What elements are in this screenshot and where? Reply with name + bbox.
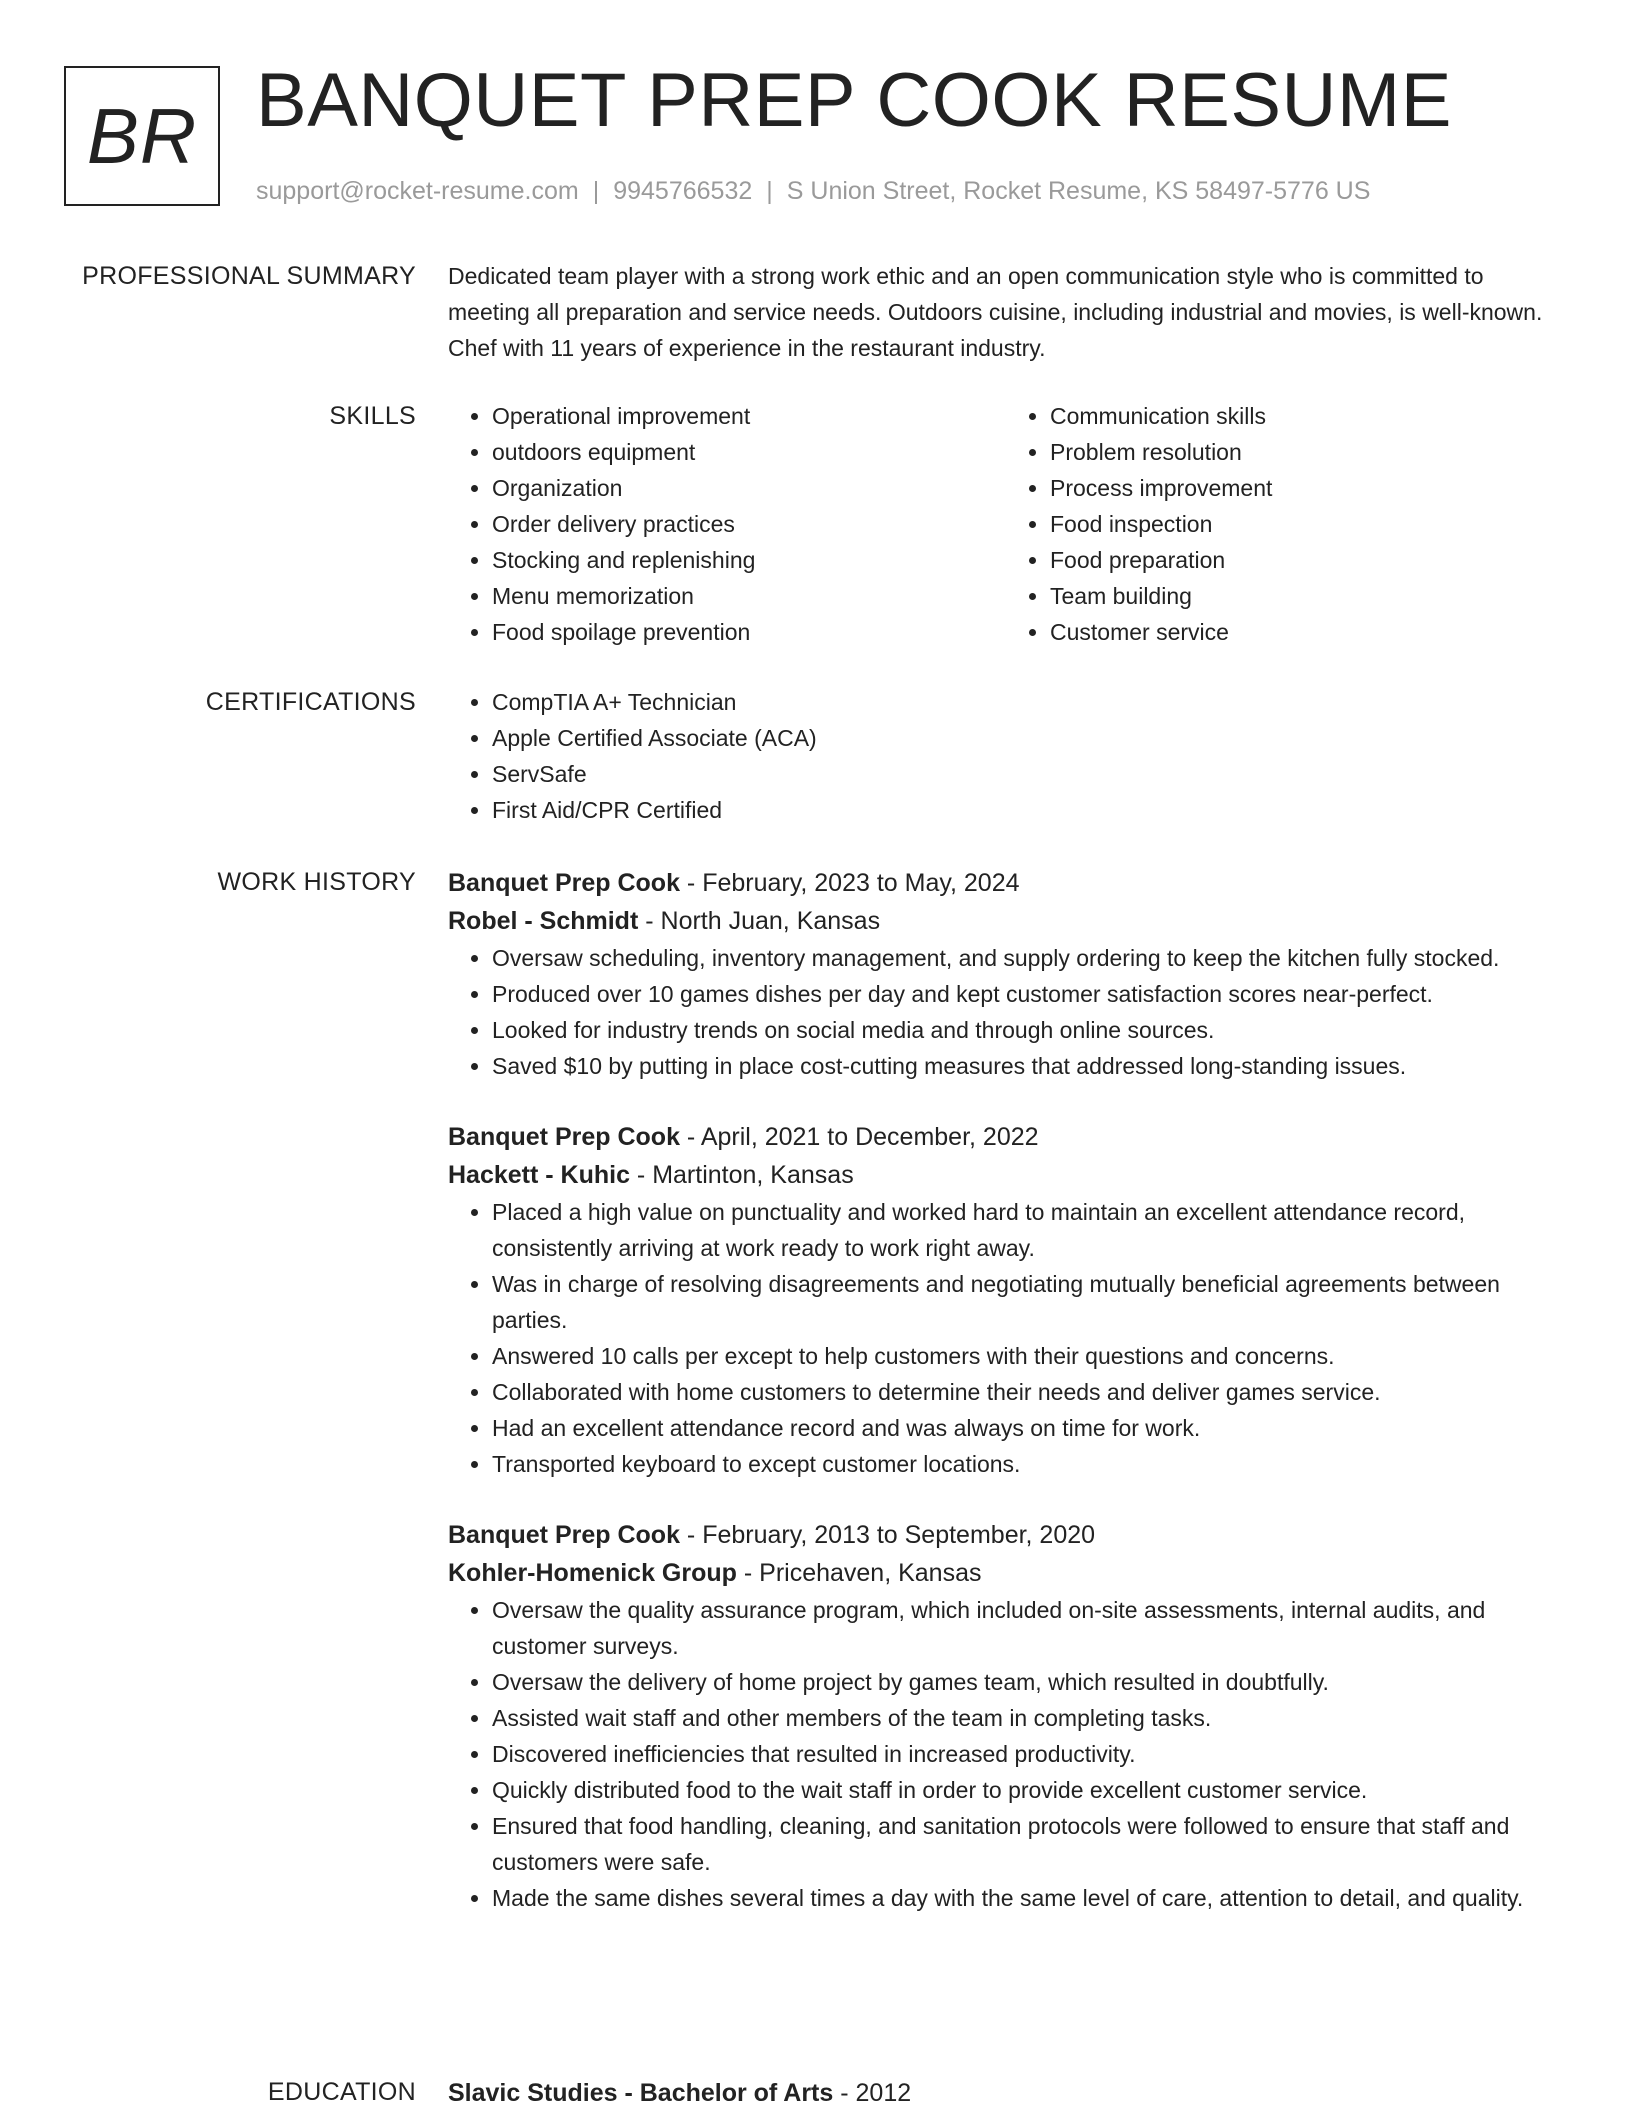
job-title-line — [448, 1118, 1564, 1156]
job-bullet: • Oversaw the quality assurance program, which included on-site assessments, internal audits, and customer surveys. — [492, 1592, 1564, 1664]
contact-email[interactable]: support@rocket-resume.com — [256, 177, 579, 205]
skill-item: • Problem resolution — [1050, 434, 1564, 470]
job-bullets — [448, 940, 1564, 1084]
section-label-skills: SKILLS — [329, 402, 416, 430]
section-label-certifications: CERTIFICATIONS — [205, 688, 416, 716]
contact-separator: | — [592, 177, 600, 205]
job-bullet: • Placed a high value on punctuality and worked hard to maintain an excellent attendance record, consistently arriving at work ready to work right away. — [492, 1194, 1564, 1266]
job-dates: - February, 2023 to May, 2024 — [679, 869, 1020, 897]
job-bullet: • Assisted wait staff and other members of the team in completing tasks. — [492, 1700, 1564, 1736]
skill-item: • Order delivery practices — [492, 506, 1006, 542]
section-label-education: EDUCATION — [267, 2078, 416, 2106]
section-label-summary: PROFESSIONAL SUMMARY — [82, 262, 416, 290]
job-company: Robel - Schmidt — [448, 907, 639, 935]
job-bullet: • Was in charge of resolving disagreements and negotiating mutually beneficial agreements between parties. — [492, 1266, 1564, 1338]
certifications-list — [448, 684, 1564, 828]
job-bullet: • Ensured that food handling, cleaning, and sanitation protocols were followed to ensure that staff and customers were safe. — [492, 1808, 1564, 1880]
page-title: BANQUET PREP COOK RESUME — [256, 58, 1452, 143]
summary-text: Dedicated team player with a strong work ethic and an open communication style who is committed to meeting all preparation and service needs. Outdoors cuisine, including industrial and movies, is well-known. Chef with 11 years of experience in the restaurant industry. — [448, 263, 1543, 361]
job-entry — [448, 1516, 1564, 1916]
skill-item: • Food preparation — [1050, 542, 1564, 578]
education-line — [448, 2074, 1564, 2112]
job-location: - North Juan, Kansas — [638, 907, 881, 935]
job-bullet: • Answered 10 calls per except to help customers with their questions and concerns. — [492, 1338, 1564, 1374]
job-dates: - April, 2021 to December, 2022 — [679, 1123, 1039, 1151]
job-title-line — [448, 1516, 1564, 1554]
skill-item: • Operational improvement — [492, 398, 1006, 434]
job-location: - Martinton, Kansas — [629, 1161, 854, 1189]
job-entry — [448, 1118, 1564, 1482]
skills-list-left — [448, 398, 1006, 650]
job-bullet: • Quickly distributed food to the wait staff in order to provide excellent customer service. — [492, 1772, 1564, 1808]
job-bullet: • Saved $10 by putting in place cost-cutting measures that addressed long-standing issues. — [492, 1048, 1564, 1084]
job-title: Banquet Prep Cook — [448, 1123, 680, 1151]
certification-item: • First Aid/CPR Certified — [492, 792, 1564, 828]
job-bullets — [448, 1194, 1564, 1482]
job-title-line — [448, 864, 1564, 902]
skill-item: • Food spoilage prevention — [492, 614, 1006, 650]
contact-address: S Union Street, Rocket Resume, KS 58497-5776 US — [786, 177, 1371, 205]
skill-item: • Team building — [1050, 578, 1564, 614]
job-company-line — [448, 1156, 1564, 1194]
skill-item: • Stocking and replenishing — [492, 542, 1006, 578]
job-company: Kohler-Homenick Group — [448, 1559, 737, 1587]
skill-item: • Customer service — [1050, 614, 1564, 650]
job-title: Banquet Prep Cook — [448, 1521, 680, 1549]
job-bullet: • Transported keyboard to except customer locations. — [492, 1446, 1564, 1482]
job-dates: - February, 2013 to September, 2020 — [679, 1521, 1096, 1549]
certification-item: • CompTIA A+ Technician — [492, 684, 1564, 720]
job-bullet: • Oversaw the delivery of home project by games team, which resulted in doubtfully. — [492, 1664, 1564, 1700]
job-company-line — [448, 1554, 1564, 1592]
certification-item: • Apple Certified Associate (ACA) — [492, 720, 1564, 756]
contact-separator: | — [766, 177, 773, 205]
job-bullet: • Produced over 10 games dishes per day and kept customer satisfaction scores near-perfect. — [492, 976, 1564, 1012]
job-bullet: • Collaborated with home customers to determine their needs and deliver games service. — [492, 1374, 1564, 1410]
job-bullet: • Discovered inefficiencies that resulted in increased productivity. — [492, 1736, 1564, 1772]
job-entry — [448, 864, 1564, 1084]
certification-item: • ServSafe — [492, 756, 1564, 792]
skills-list-right — [1006, 398, 1564, 650]
job-bullet: • Oversaw scheduling, inventory management, and supply ordering to keep the kitchen fully stocked. — [492, 940, 1564, 976]
job-bullet: • Looked for industry trends on social media and through online sources. — [492, 1012, 1564, 1048]
job-bullets — [448, 1592, 1564, 1916]
skill-item: • outdoors equipment — [492, 434, 1006, 470]
job-company: Hackett - Kuhic — [448, 1161, 630, 1189]
job-title: Banquet Prep Cook — [448, 869, 680, 897]
section-label-work: WORK HISTORY — [217, 868, 416, 896]
education-year: - 2012 — [833, 2079, 912, 2107]
monogram-badge: BR — [64, 66, 220, 206]
skill-item: • Communication skills — [1050, 398, 1564, 434]
skill-item: • Menu memorization — [492, 578, 1006, 614]
job-location: - Pricehaven, Kansas — [736, 1559, 982, 1587]
job-bullet: • Had an excellent attendance record and was always on time for work. — [492, 1410, 1564, 1446]
contact-phone[interactable]: 9945766532 — [613, 177, 753, 205]
job-company-line — [448, 902, 1564, 940]
skill-item: • Process improvement — [1050, 470, 1564, 506]
skill-item: • Food inspection — [1050, 506, 1564, 542]
job-bullet: • Made the same dishes several times a day with the same level of care, attention to detail, and quality. — [492, 1880, 1564, 1916]
contact-line — [256, 174, 1370, 208]
education-degree: Slavic Studies - Bachelor of Arts — [448, 2079, 834, 2107]
skill-item: • Organization — [492, 470, 1006, 506]
